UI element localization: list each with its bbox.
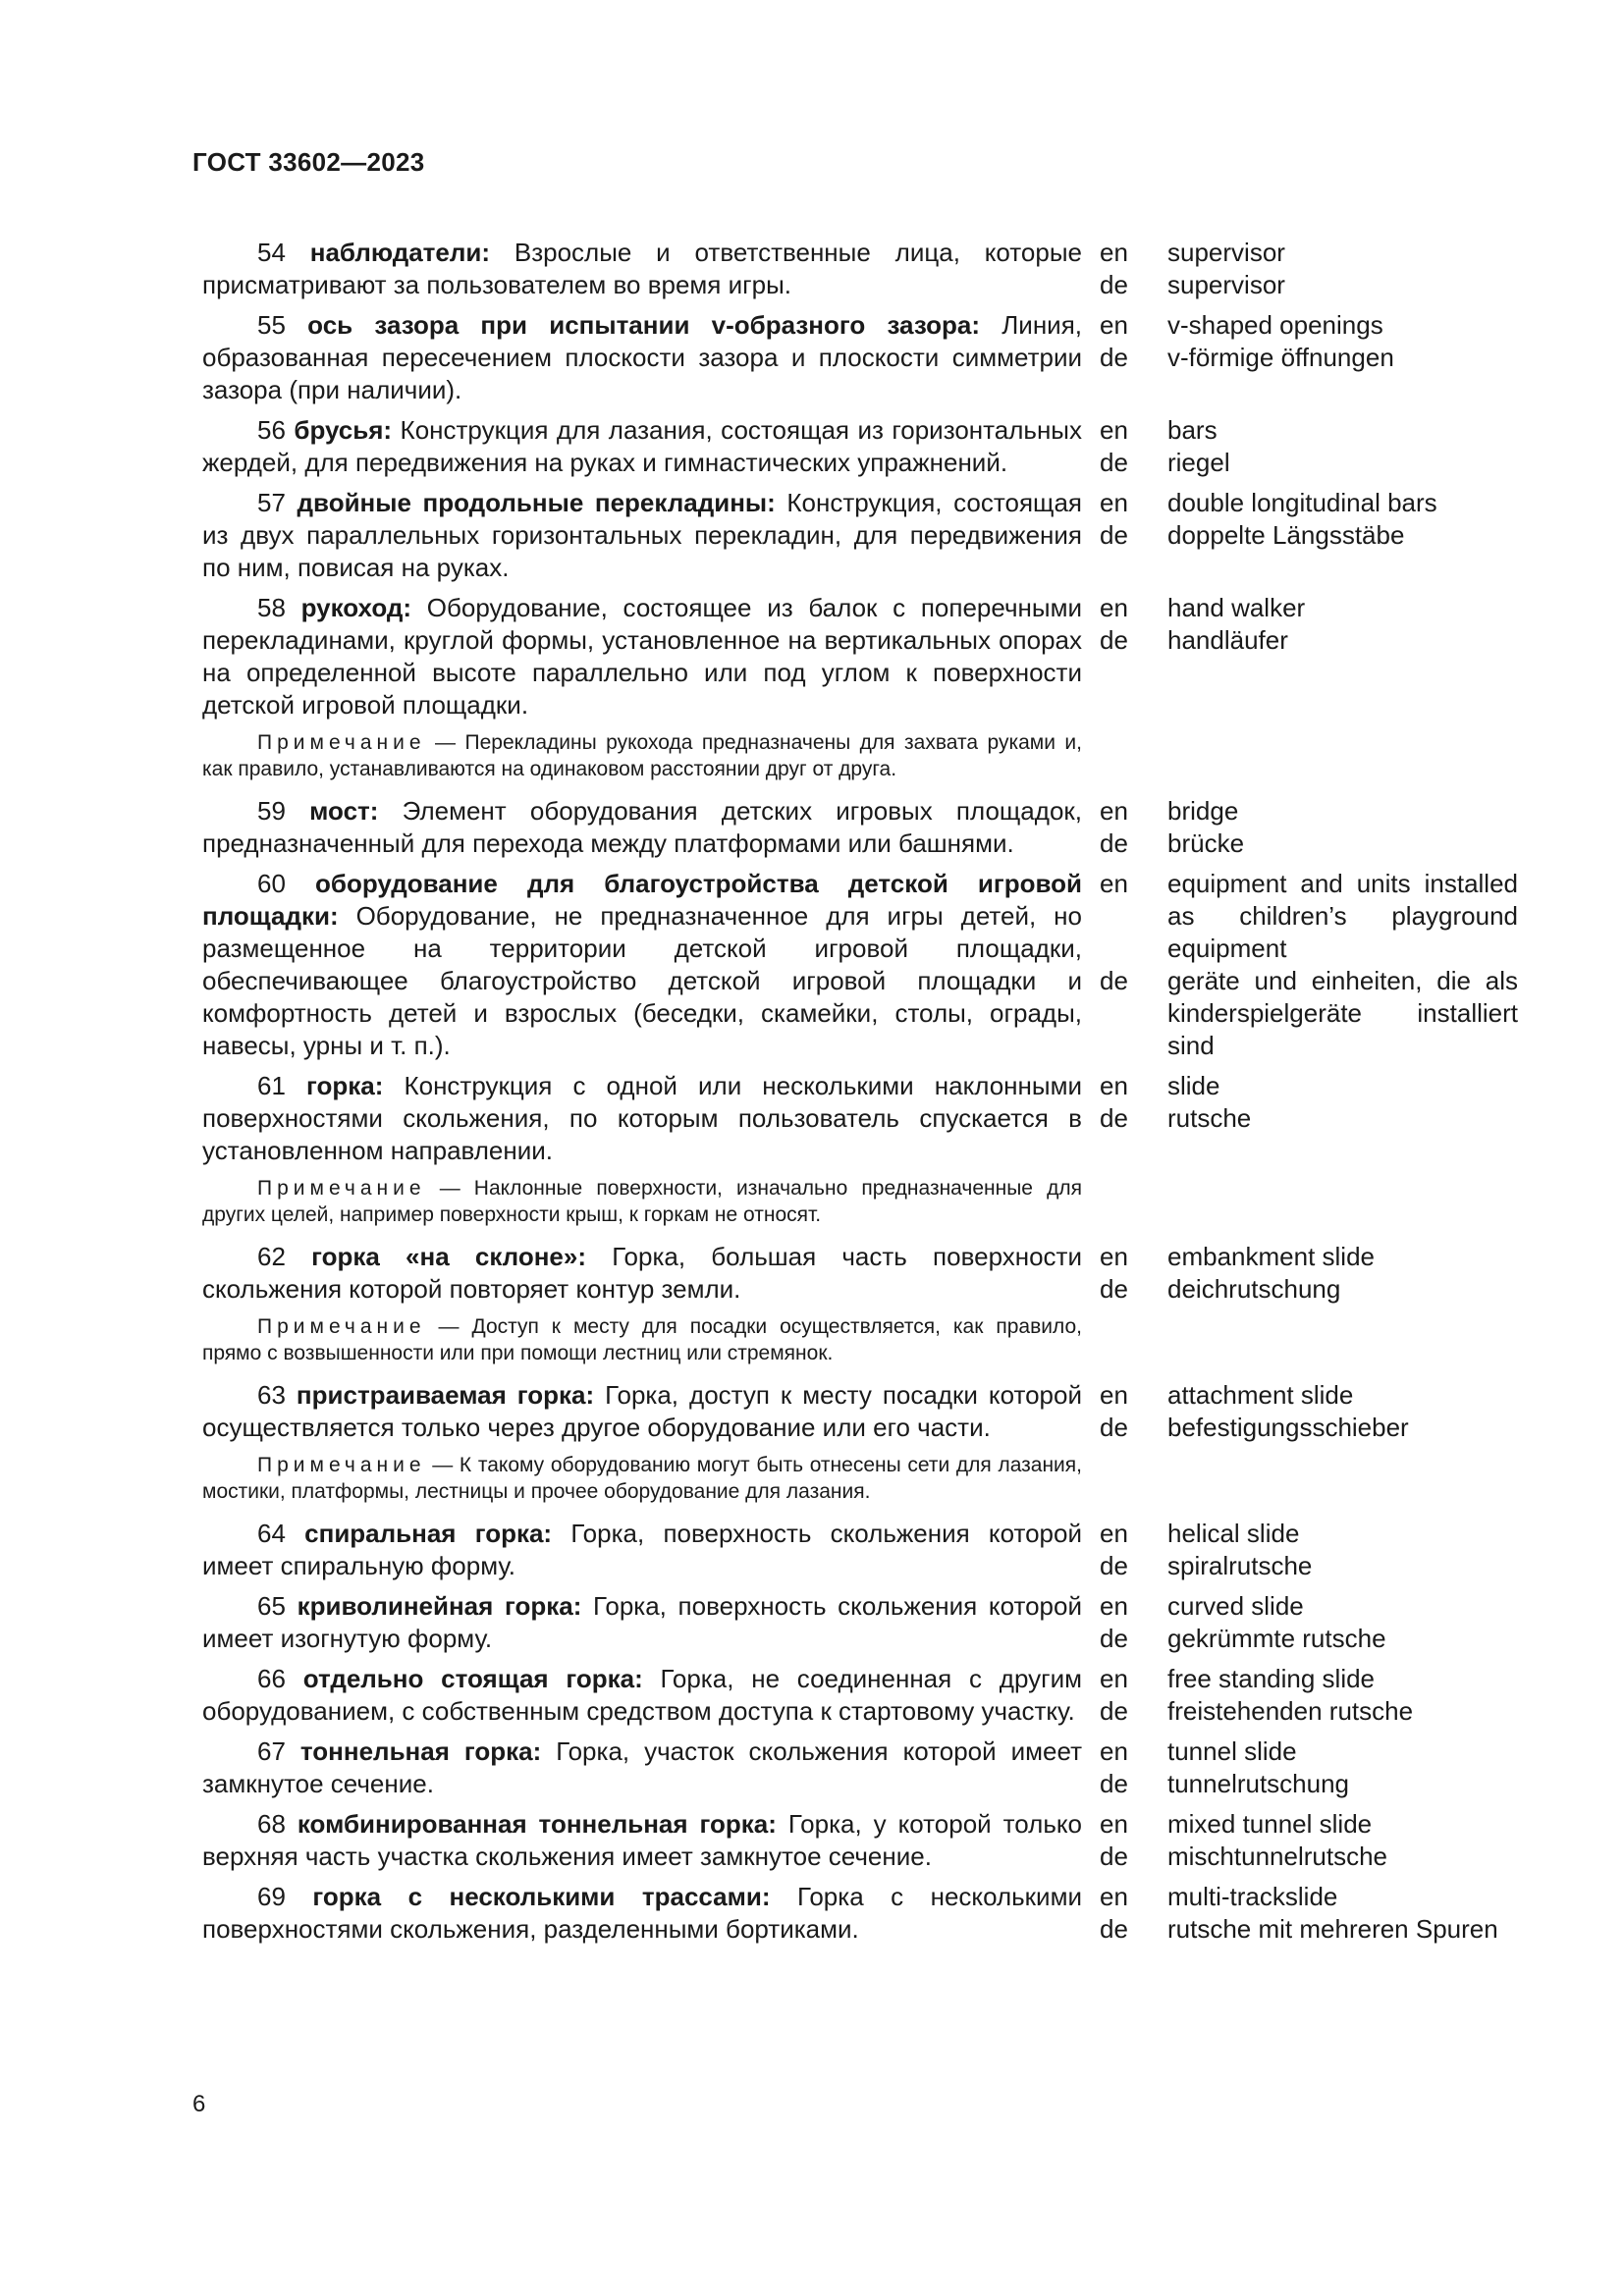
term-name: пристраиваемая горка: xyxy=(296,1380,595,1410)
foreign-equivalent: tunnel slide xyxy=(1167,1736,1297,1766)
foreign-equivalent: supervisor xyxy=(1167,270,1285,299)
language-code: de xyxy=(1100,343,1128,372)
note xyxy=(202,1313,1082,1366)
foreign-equivalents xyxy=(1167,1735,1518,1800)
term-definition: Линия, образованная пересечением плоскости зазора и плоскости симметрии зазора (при наличии). xyxy=(202,310,1083,404)
term-entry xyxy=(202,1808,1518,1873)
term-name: криволинейная горка: xyxy=(297,1591,582,1621)
term-definition-block xyxy=(202,795,1082,860)
language-codes xyxy=(1100,868,1167,997)
foreign-equivalent: attachment slide xyxy=(1167,1380,1354,1410)
term-definition-block xyxy=(202,309,1082,406)
language-code: de xyxy=(1100,448,1128,477)
term-definition: Горка, большая часть поверхности скольжения которой повторяет контур земли. xyxy=(202,1242,1082,1304)
term-number: 56 xyxy=(257,415,286,445)
language-code: en xyxy=(1100,1242,1128,1271)
foreign-equivalents xyxy=(1167,1663,1518,1728)
language-code: en xyxy=(1100,593,1128,622)
term-name: спиральная горка: xyxy=(304,1519,553,1548)
foreign-equivalent: rutsche mit mehreren Spuren xyxy=(1167,1914,1498,1944)
term-number: 58 xyxy=(257,593,286,622)
term-name: тоннельная горка: xyxy=(299,1736,542,1766)
language-code: de xyxy=(1100,828,1128,858)
term-entry xyxy=(202,487,1518,584)
foreign-equivalent: rutsche xyxy=(1167,1103,1252,1133)
term-definition-block xyxy=(202,1881,1082,1946)
foreign-equivalents xyxy=(1167,1808,1518,1873)
note-body xyxy=(202,729,1082,782)
language-code xyxy=(1100,933,1167,965)
term-number: 54 xyxy=(257,238,286,267)
term-number: 66 xyxy=(257,1664,286,1693)
term-definition: Конструкция с одной или несколькими наклонными поверхностями скольжения, по которым пользователь спускается в установленном направлении. xyxy=(202,1071,1082,1165)
term-definition-block xyxy=(202,592,1082,721)
language-code: en xyxy=(1100,1071,1128,1100)
term-number: 63 xyxy=(257,1380,286,1410)
language-code: de xyxy=(1100,1103,1128,1133)
foreign-equivalents xyxy=(1167,1518,1518,1582)
language-code: de xyxy=(1100,966,1128,995)
term-name: горка с несколькими трассами: xyxy=(312,1882,771,1911)
term-entry xyxy=(202,1663,1518,1728)
term-entry xyxy=(202,414,1518,479)
term-definition: Горка, поверхность скольжения которой имеет изогнутую форму. xyxy=(202,1591,1082,1653)
foreign-equivalent: equipment and units installed as children’s playground equipment xyxy=(1167,869,1518,963)
term-entry xyxy=(202,1070,1518,1167)
term-definition-block xyxy=(202,1590,1082,1655)
language-codes xyxy=(1100,1881,1167,1946)
term-entry xyxy=(202,795,1518,860)
note-label: Примечание xyxy=(257,1454,426,1476)
term-definition-block xyxy=(202,414,1082,479)
term-number: 67 xyxy=(257,1736,286,1766)
term-number: 68 xyxy=(257,1809,286,1839)
note-label: Примечание xyxy=(257,731,426,754)
foreign-equivalents xyxy=(1167,1241,1518,1306)
foreign-equivalent: embankment slide xyxy=(1167,1242,1375,1271)
foreign-equivalent: bridge xyxy=(1167,796,1239,826)
term-definition: Конструкция, состоящая из двух параллельных горизонтальных перекладин, для передвижения по ним, повисая на руках. xyxy=(202,488,1082,582)
note-body xyxy=(202,1452,1082,1505)
foreign-equivalent: mixed tunnel slide xyxy=(1167,1809,1373,1839)
term-definition: Элемент оборудования детских игровых площадок, предназначенный для перехода между платформами или башнями. xyxy=(202,796,1082,858)
term-number: 59 xyxy=(257,796,286,826)
note-text: — Наклонные поверхности, изначально предназначенные для других целей, например поверхности крыш, к горкам не относят. xyxy=(202,1177,1082,1226)
language-code: de xyxy=(1100,1769,1128,1798)
language-codes xyxy=(1100,795,1167,860)
term-entry xyxy=(202,1241,1518,1306)
language-code: de xyxy=(1100,1274,1128,1304)
language-code xyxy=(1100,900,1167,933)
foreign-equivalents xyxy=(1167,487,1518,552)
language-codes xyxy=(1100,487,1167,552)
term-definition-block xyxy=(202,487,1082,584)
term-number: 65 xyxy=(257,1591,286,1621)
language-code: en xyxy=(1100,796,1128,826)
language-codes xyxy=(1100,1590,1167,1655)
term-name: оборудование для благоустройства детской игровой площадки: xyxy=(202,869,1082,931)
note-body xyxy=(202,1313,1082,1366)
foreign-equivalent: freistehenden rutsche xyxy=(1167,1696,1414,1726)
term-definition: Оборудование, не предназначенное для игры детей, но размещенное на территории детской игровой площадки, обеспечивающее благоустройство детской игровой площадки и комфортность детей и взрослых (беседки, скамейки, столы, ограды, навесы, урны и т. п.). xyxy=(202,901,1082,1060)
term-definition: Горка с несколькими поверхностями скольжения, разделенными бортиками. xyxy=(202,1882,1082,1944)
term-number: 55 xyxy=(257,310,286,340)
term-entry xyxy=(202,1881,1518,1946)
document-header: ГОСТ 33602—2023 xyxy=(192,147,425,177)
language-code: de xyxy=(1100,1551,1128,1580)
page-number: 6 xyxy=(192,2091,206,2117)
language-codes xyxy=(1100,1735,1167,1800)
term-definition-block xyxy=(202,1241,1082,1306)
language-codes xyxy=(1100,592,1167,657)
note-text: — Доступ к месту для посадки осуществляется, как правило, прямо с возвышенности или при помощи лестниц или стремянок. xyxy=(202,1315,1083,1364)
foreign-equivalent: helical slide xyxy=(1167,1519,1300,1548)
language-code: en xyxy=(1100,238,1128,267)
language-code: de xyxy=(1100,1624,1128,1653)
language-code: en xyxy=(1100,1380,1128,1410)
language-codes xyxy=(1100,237,1167,301)
term-definition-block xyxy=(202,868,1082,1062)
language-codes xyxy=(1100,1518,1167,1582)
language-code: en xyxy=(1100,869,1128,898)
foreign-equivalent: tunnelrutschung xyxy=(1167,1769,1350,1798)
note-text: — К такому оборудованию могут быть отнесены сети для лазания, мостики, платформы, лестницы и прочее оборудование для лазания. xyxy=(202,1454,1082,1503)
language-code: en xyxy=(1100,1519,1128,1548)
term-name: наблюдатели: xyxy=(309,238,491,267)
term-entry xyxy=(202,1735,1518,1800)
language-codes xyxy=(1100,1070,1167,1135)
term-definition: Горка, поверхность скольжения которой имеет спиральную форму. xyxy=(202,1519,1083,1580)
term-name: горка «на склоне»: xyxy=(311,1242,586,1271)
language-code: en xyxy=(1100,415,1128,445)
foreign-equivalent: v-förmige öffnungen xyxy=(1167,343,1394,372)
language-codes xyxy=(1100,1808,1167,1873)
language-codes xyxy=(1100,309,1167,374)
foreign-equivalent: curved slide xyxy=(1167,1591,1304,1621)
foreign-equivalent: gekrümmte rutsche xyxy=(1167,1624,1386,1653)
term-definition-block xyxy=(202,1808,1082,1873)
term-name: отдельно стоящая горка: xyxy=(302,1664,643,1693)
term-entry xyxy=(202,1590,1518,1655)
foreign-equivalent: supervisor xyxy=(1167,238,1285,267)
foreign-equivalents xyxy=(1167,309,1518,374)
term-name: двойные продольные перекладины: xyxy=(297,488,776,517)
term-definition: Горка, у которой только верхняя часть участка скольжения имеет замкнутое сечение. xyxy=(202,1809,1082,1871)
foreign-equivalent: deichrutschung xyxy=(1167,1274,1341,1304)
term-definition-block xyxy=(202,1070,1082,1167)
language-codes xyxy=(1100,1379,1167,1444)
term-name: рукоход: xyxy=(300,593,412,622)
language-codes xyxy=(1100,414,1167,479)
note-label: Примечание xyxy=(257,1177,426,1200)
note-text: — Перекладины рукохода предназначены для захвата руками и, как правило, устанавливаются на одинаковом расстоянии друг от друга. xyxy=(202,731,1082,780)
term-definition-block xyxy=(202,1663,1082,1728)
foreign-equivalent: hand walker xyxy=(1167,593,1306,622)
foreign-equivalents xyxy=(1167,795,1518,860)
language-code: en xyxy=(1100,1736,1128,1766)
language-codes xyxy=(1100,1663,1167,1728)
foreign-equivalents xyxy=(1167,592,1518,657)
foreign-equivalent: brücke xyxy=(1167,828,1245,858)
note xyxy=(202,729,1082,782)
foreign-equivalent: mischtunnelrutsche xyxy=(1167,1842,1387,1871)
foreign-equivalents xyxy=(1167,868,1518,1062)
term-definition: Оборудование, состоящее из балок с поперечными перекладинами, круглой формы, установленное на вертикальных опорах на определенной высоте параллельно или под углом к поверхности детской игровой площадки. xyxy=(202,593,1082,720)
term-definition: Конструкция для лазания, состоящая из горизонтальных жердей, для передвижения на руках и гимнастических упражнений. xyxy=(202,415,1082,477)
foreign-equivalent: bars xyxy=(1167,415,1218,445)
term-name: ось зазора при испытании v-образного зазора: xyxy=(307,310,980,340)
language-code: de xyxy=(1100,1842,1128,1871)
term-definition: Горка, участок скольжения которой имеет замкнутое сечение. xyxy=(202,1736,1082,1798)
note xyxy=(202,1175,1082,1228)
term-definition-block xyxy=(202,1518,1082,1582)
foreign-equivalent: befestigungsschieber xyxy=(1167,1413,1409,1442)
term-entry xyxy=(202,237,1518,301)
term-entry xyxy=(202,592,1518,721)
term-number: 61 xyxy=(257,1071,286,1100)
term-name: горка: xyxy=(306,1071,384,1100)
language-code: en xyxy=(1100,1664,1128,1693)
foreign-equivalents xyxy=(1167,1379,1518,1444)
term-entry xyxy=(202,309,1518,406)
term-entry xyxy=(202,868,1518,1062)
term-name: брусья: xyxy=(294,415,393,445)
term-definition: Взрослые и ответственные лица, которые присматривают за пользователем во время игры. xyxy=(202,238,1082,299)
foreign-equivalent: slide xyxy=(1167,1071,1220,1100)
term-definition-block xyxy=(202,1735,1082,1800)
term-entry xyxy=(202,1379,1518,1444)
language-code: de xyxy=(1100,625,1128,655)
foreign-equivalent: geräte und einheiten, die als kinderspielgeräte installiert sind xyxy=(1167,966,1518,1060)
foreign-equivalent: riegel xyxy=(1167,448,1230,477)
foreign-equivalent: free standing slide xyxy=(1167,1664,1376,1693)
language-code: en xyxy=(1100,310,1128,340)
language-code: de xyxy=(1100,1696,1128,1726)
foreign-equivalent: double longitudinal bars xyxy=(1167,488,1437,517)
term-number: 60 xyxy=(257,869,286,898)
language-code: en xyxy=(1100,1882,1128,1911)
note-body xyxy=(202,1175,1082,1228)
term-entry xyxy=(202,1518,1518,1582)
language-code: de xyxy=(1100,520,1128,550)
language-codes xyxy=(1100,1241,1167,1306)
term-number: 57 xyxy=(257,488,286,517)
language-code: en xyxy=(1100,1809,1128,1839)
term-definition-block xyxy=(202,237,1082,301)
term-number: 64 xyxy=(257,1519,286,1548)
note-label: Примечание xyxy=(257,1315,426,1338)
foreign-equivalent: handläufer xyxy=(1167,625,1288,655)
foreign-equivalent: v-shaped openings xyxy=(1167,310,1383,340)
term-name: комбинированная тоннельная горка: xyxy=(297,1809,777,1839)
foreign-equivalent: spiralrutsche xyxy=(1167,1551,1313,1580)
language-code: en xyxy=(1100,1591,1128,1621)
terms-list xyxy=(202,237,1518,1953)
foreign-equivalent: doppelte Längsstäbe xyxy=(1167,520,1405,550)
foreign-equivalents xyxy=(1167,414,1518,479)
foreign-equivalents xyxy=(1167,1070,1518,1135)
term-definition: Горка, доступ к месту посадки которой осуществляется только через другое оборудование или его части. xyxy=(202,1380,1082,1442)
note xyxy=(202,1452,1082,1505)
term-definition: Горка, не соединенная с другим оборудованием, с собственным средством доступа к стартовому участку. xyxy=(202,1664,1082,1726)
foreign-equivalents xyxy=(1167,237,1518,301)
language-code: en xyxy=(1100,488,1128,517)
foreign-equivalent: multi-trackslide xyxy=(1167,1882,1338,1911)
term-number: 69 xyxy=(257,1882,286,1911)
term-number: 62 xyxy=(257,1242,286,1271)
term-definition-block xyxy=(202,1379,1082,1444)
term-name: мост: xyxy=(309,796,379,826)
foreign-equivalents xyxy=(1167,1590,1518,1655)
language-code: de xyxy=(1100,1914,1128,1944)
foreign-equivalents xyxy=(1167,1881,1518,1946)
language-code: de xyxy=(1100,1413,1128,1442)
language-code: de xyxy=(1100,270,1128,299)
